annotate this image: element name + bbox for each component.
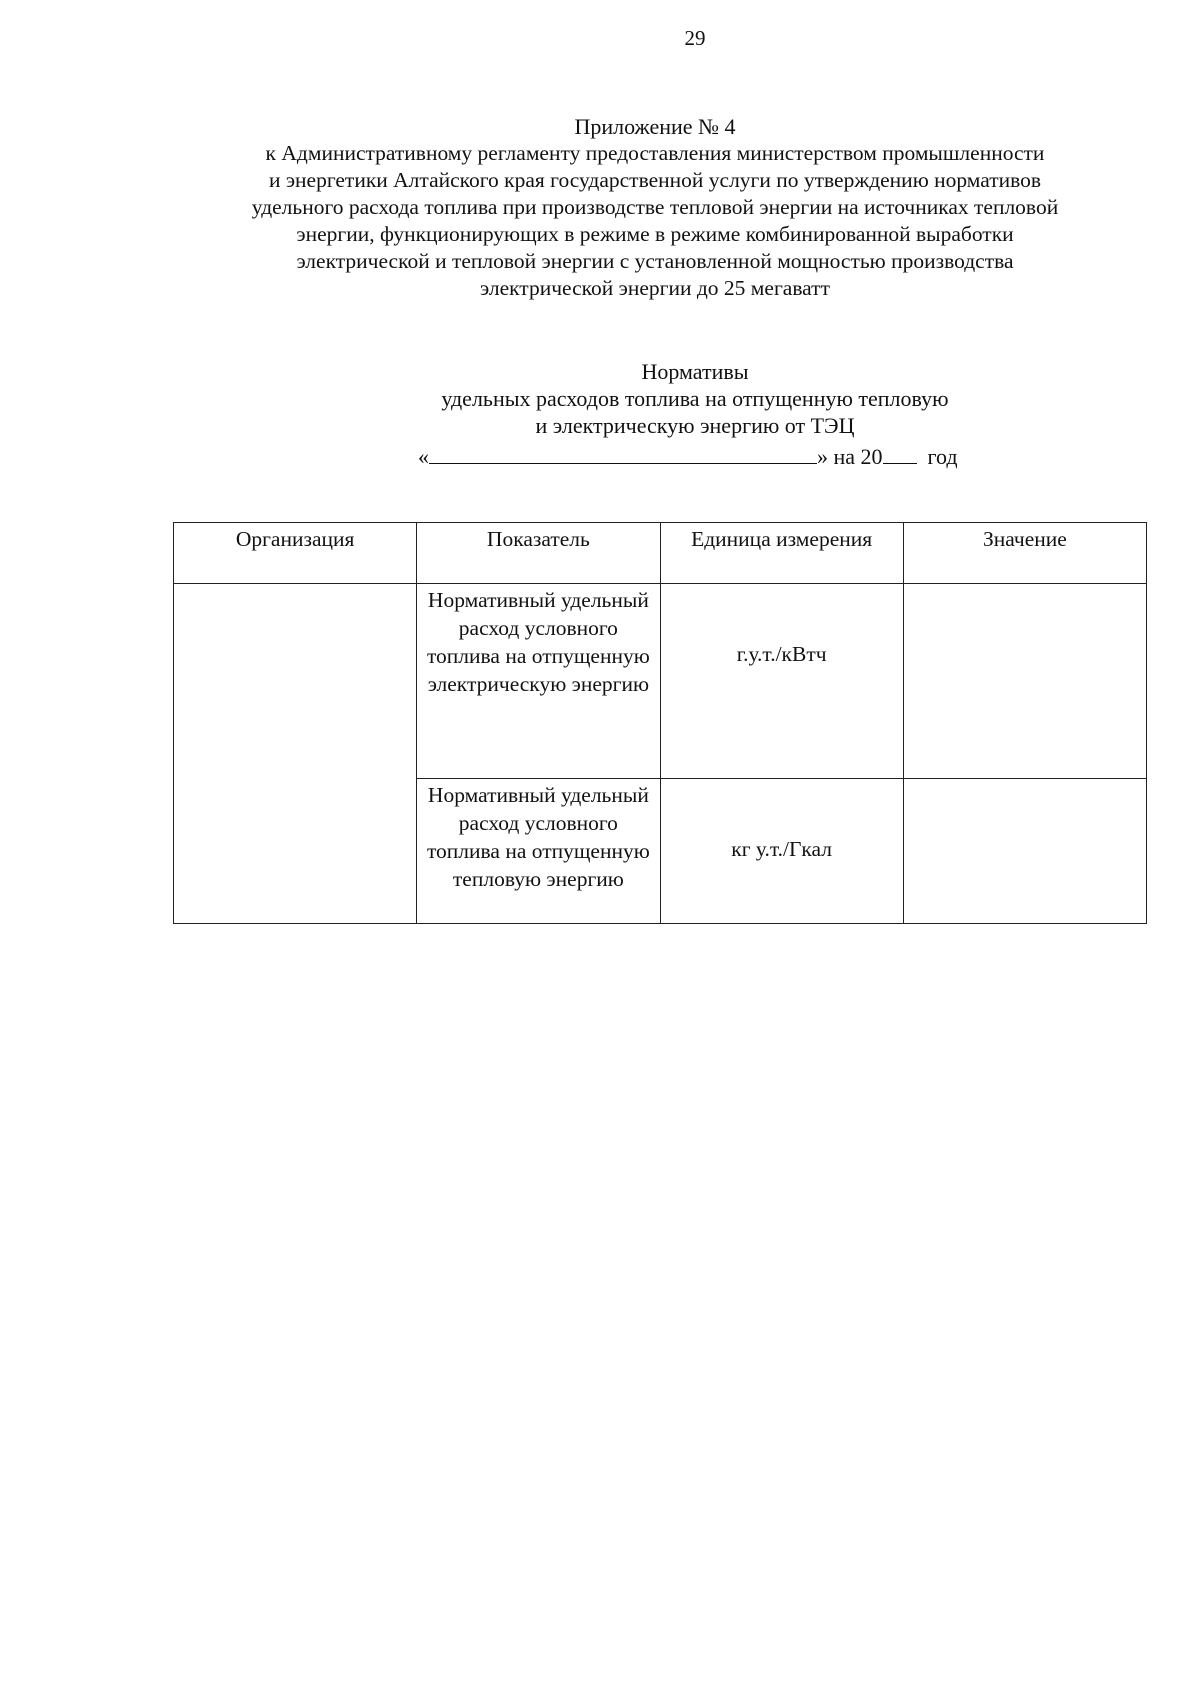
norms-table bbox=[173, 522, 1147, 924]
indicator-cell: Нормативный удельный расход условного топлива на отпущенную тепловую энергию bbox=[417, 779, 660, 924]
unit-cell bbox=[660, 779, 903, 924]
header-indicator: Показатель bbox=[417, 523, 660, 584]
value-cell bbox=[903, 779, 1146, 924]
table-header-row bbox=[174, 523, 1147, 584]
open-quote: « bbox=[418, 444, 429, 469]
appendix-line: энергии, функционирующих в режиме в режиме комбинированной выработки bbox=[296, 222, 1014, 246]
indicator-cell: Нормативный удельный расход условного топлива на отпущенную электрическую энергию bbox=[417, 584, 660, 779]
appendix-line: удельного расхода топлива при производстве тепловой энергии на источниках тепловой bbox=[251, 195, 1059, 219]
table-row bbox=[174, 584, 1147, 779]
appendix-line: электрической и тепловой энергии с установленной мощностью производства bbox=[296, 249, 1014, 273]
unit-text: г.у.т./кВтч bbox=[736, 642, 827, 666]
appendix-line: электрической энергии до 25 мегаватт bbox=[480, 276, 830, 300]
unit-cell bbox=[660, 584, 903, 779]
year-word: год bbox=[927, 444, 958, 469]
page-number: 29 bbox=[684, 26, 706, 50]
norms-subtitle-line: удельных расходов топлива на отпущенную тепловую bbox=[441, 386, 949, 411]
value-cell bbox=[903, 584, 1146, 779]
norms-subtitle-line: и электрическую энергию от ТЭЦ bbox=[535, 413, 855, 438]
year-underline bbox=[883, 445, 917, 464]
appendix-line: и энергетики Алтайского края государственной услуги по утверждению нормативов bbox=[268, 168, 1042, 192]
organization-name-blank bbox=[418, 444, 958, 470]
year-prefix: » на 20 bbox=[817, 444, 883, 469]
organization-cell bbox=[174, 584, 417, 924]
norms-title: Нормативы bbox=[641, 359, 749, 384]
appendix-header bbox=[190, 113, 1120, 302]
organization-underline bbox=[429, 445, 817, 464]
appendix-title: Приложение № 4 bbox=[574, 114, 736, 139]
header-unit: Единица измерения bbox=[660, 523, 903, 584]
unit-text: кг у.т./Гкал bbox=[731, 837, 832, 861]
header-organization: Организация bbox=[174, 523, 417, 584]
header-value: Значение bbox=[903, 523, 1146, 584]
appendix-line: к Административному регламенту предоставления министерством промышленности bbox=[265, 141, 1045, 165]
